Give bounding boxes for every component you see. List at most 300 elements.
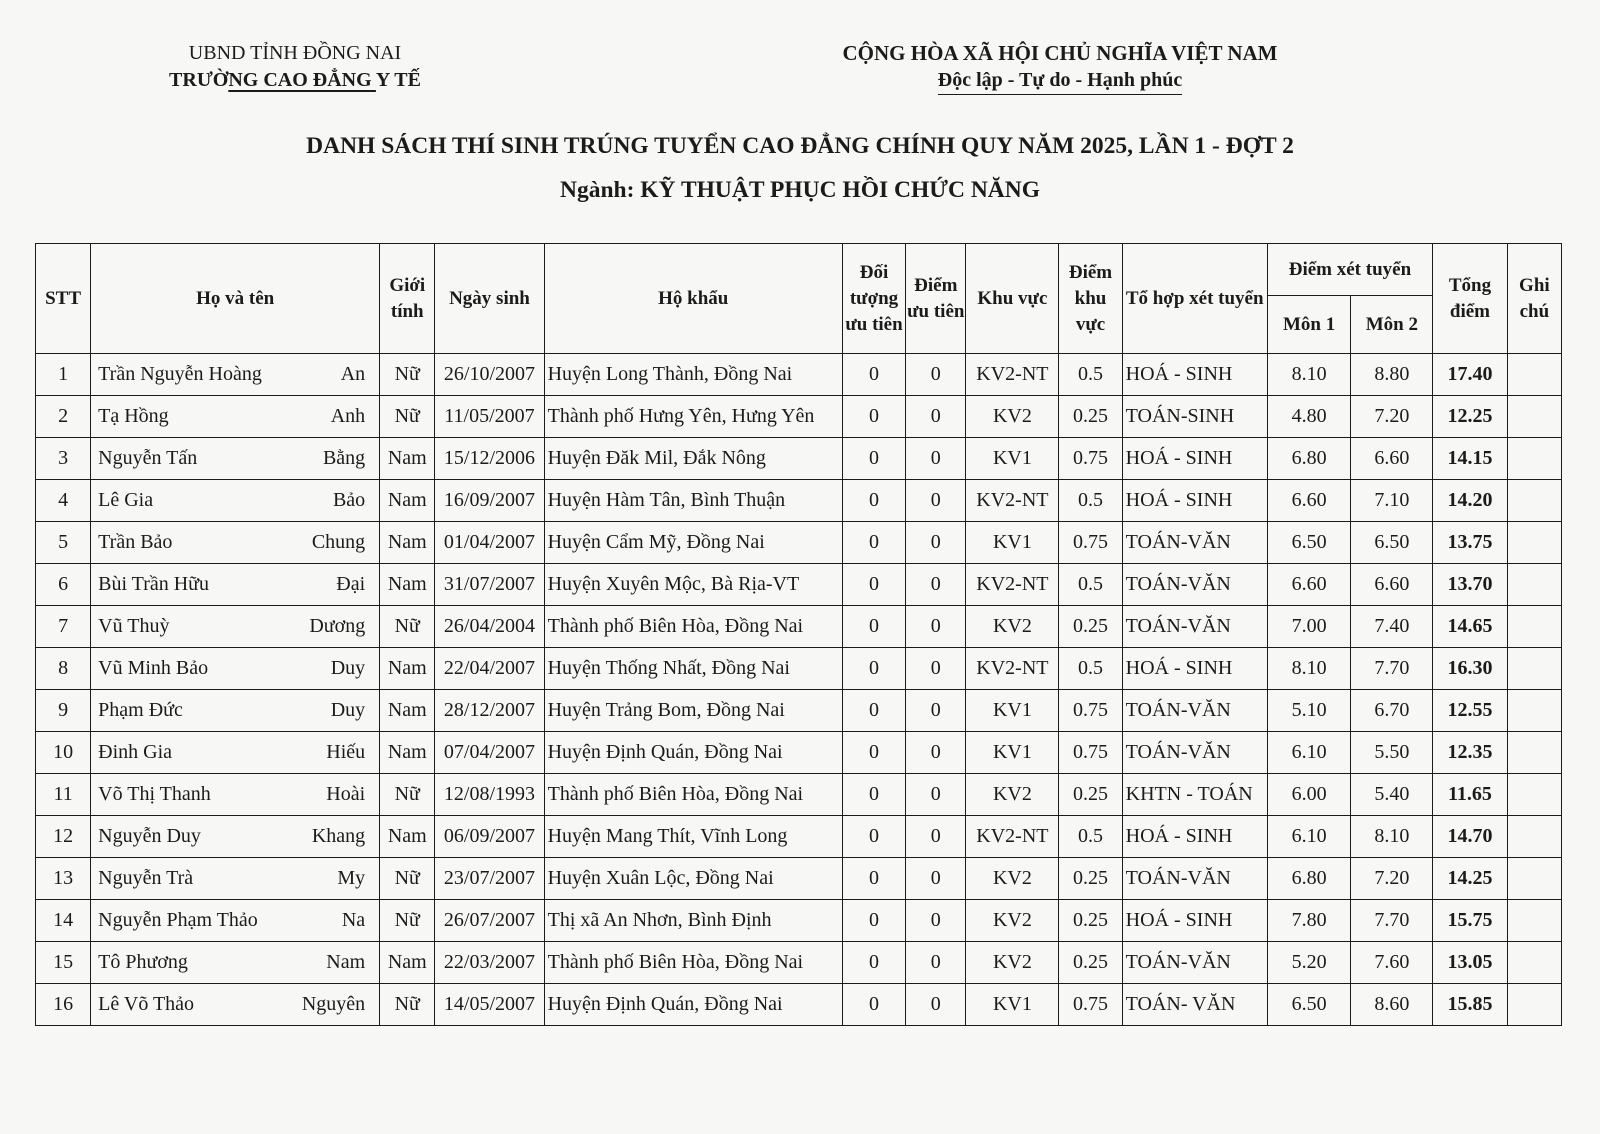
agency-name: UBND TỈNH ĐỒNG NAI [188,42,402,64]
cell-gender: Nam [380,690,435,732]
col-header-subject1: Môn 1 [1267,296,1351,354]
cell-total: 14.65 [1433,606,1508,648]
cell-region-points: 0.5 [1059,564,1122,606]
cell-address: Huyện Đăk Mil, Đắk Nông [544,438,842,480]
cell-priority-points: 0 [906,606,966,648]
cell-priority-group: 0 [842,522,905,564]
cell-subject2: 7.70 [1351,648,1433,690]
cell-address: Huyện Định Quán, Đồng Nai [544,732,842,774]
cell-region-points: 0.75 [1059,732,1122,774]
cell-subject1: 7.00 [1267,606,1351,648]
table-header [36,244,1562,354]
cell-total: 14.70 [1433,816,1508,858]
given-name-text: Chung [311,531,366,553]
cell-name [91,438,380,480]
col-header-priority-group: Đối tượng ưu tiên [842,244,905,354]
cell-name [91,648,380,690]
given-name-text: Bảo [332,489,366,511]
cell-region: KV2 [966,396,1059,438]
table-row [36,522,1562,564]
admission-table [35,243,1562,1026]
cell-priority-group: 0 [842,564,905,606]
surname-text: Trần Nguyễn Hoàng [98,363,262,385]
cell-name [91,354,380,396]
cell-address: Huyện Mang Thít, Vĩnh Long [544,816,842,858]
cell-priority-group: 0 [842,480,905,522]
cell-note [1507,396,1561,438]
cell-region: KV2-NT [966,480,1059,522]
cell-region-points: 0.75 [1059,984,1122,1026]
cell-stt: 12 [36,816,91,858]
cell-name [91,522,380,564]
cell-note [1507,732,1561,774]
given-name-text: An [340,363,366,385]
col-header-region-points: Điểm khu vực [1059,244,1122,354]
cell-address: Huyện Trảng Bom, Đồng Nai [544,690,842,732]
cell-region: KV2-NT [966,816,1059,858]
cell-stt: 6 [36,564,91,606]
cell-priority-points: 0 [906,690,966,732]
cell-region: KV2 [966,858,1059,900]
school-name-underlined: NG CAO ĐẲNG [228,69,376,91]
cell-priority-group: 0 [842,396,905,438]
cell-dob: 23/07/2007 [435,858,544,900]
surname-text: Đinh Gia [98,741,173,763]
cell-address: Huyện Xuyên Mộc, Bà Rịa-VT [544,564,842,606]
national-title: CỘNG HÒA XÃ HỘI CHỦ NGHĨA VIỆT NAM [842,41,1278,65]
cell-priority-points: 0 [906,816,966,858]
cell-priority-points: 0 [906,942,966,984]
cell-dob: 26/10/2007 [435,354,544,396]
cell-priority-group: 0 [842,732,905,774]
surname-text: Phạm Đức [98,699,183,721]
cell-total: 13.05 [1433,942,1508,984]
cell-priority-points: 0 [906,648,966,690]
given-name-text: Anh [330,405,366,427]
cell-dob: 28/12/2007 [435,690,544,732]
cell-total: 13.70 [1433,564,1508,606]
cell-region-points: 0.25 [1059,606,1122,648]
cell-dob: 06/09/2007 [435,816,544,858]
cell-name [91,690,380,732]
col-header-stt: STT [36,244,91,354]
cell-combination: TOÁN-VĂN [1122,564,1267,606]
cell-priority-group: 0 [842,942,905,984]
cell-total: 13.75 [1433,522,1508,564]
cell-priority-group: 0 [842,690,905,732]
cell-subject2: 6.60 [1351,564,1433,606]
cell-note [1507,984,1561,1026]
cell-priority-group: 0 [842,774,905,816]
agency-header [130,40,460,94]
cell-priority-group: 0 [842,900,905,942]
cell-region-points: 0.5 [1059,816,1122,858]
cell-region: KV2 [966,606,1059,648]
cell-region-points: 0.25 [1059,900,1122,942]
cell-subject1: 8.10 [1267,354,1351,396]
cell-subject2: 6.60 [1351,438,1433,480]
national-motto [800,67,1320,94]
cell-combination: HOÁ - SINH [1122,648,1267,690]
cell-subject2: 7.60 [1351,942,1433,984]
cell-address: Thành phố Biên Hòa, Đồng Nai [544,774,842,816]
cell-dob: 12/08/1993 [435,774,544,816]
cell-name [91,396,380,438]
cell-dob: 16/09/2007 [435,480,544,522]
cell-stt: 3 [36,438,91,480]
cell-stt: 7 [36,606,91,648]
cell-combination: HOÁ - SINH [1122,480,1267,522]
cell-region: KV1 [966,522,1059,564]
cell-note [1507,606,1561,648]
col-header-combination: Tổ hợp xét tuyển [1122,244,1267,354]
cell-combination: TOÁN-VĂN [1122,522,1267,564]
cell-priority-points: 0 [906,396,966,438]
given-name-text: Bằng [322,447,366,469]
col-header-region: Khu vực [966,244,1059,354]
cell-region-points: 0.5 [1059,648,1122,690]
cell-stt: 4 [36,480,91,522]
cell-total: 15.85 [1433,984,1508,1026]
cell-address: Huyện Cẩm Mỹ, Đồng Nai [544,522,842,564]
cell-address: Thành phố Biên Hòa, Đồng Nai [544,606,842,648]
table-row [36,564,1562,606]
cell-name [91,732,380,774]
surname-text: Võ Thị Thanh [98,783,211,805]
cell-subject2: 8.80 [1351,354,1433,396]
col-header-address: Hộ khẩu [544,244,842,354]
cell-priority-points: 0 [906,522,966,564]
cell-region-points: 0.25 [1059,858,1122,900]
cell-dob: 01/04/2007 [435,522,544,564]
surname-text: Vũ Minh Bảo [98,657,209,679]
cell-name [91,816,380,858]
surname-text: Lê Gia [98,489,154,511]
given-name-text: Dương [309,615,366,637]
cell-priority-points: 0 [906,438,966,480]
cell-subject1: 8.10 [1267,648,1351,690]
cell-subject2: 7.20 [1351,396,1433,438]
cell-address: Huyện Định Quán, Đồng Nai [544,984,842,1026]
cell-total: 15.75 [1433,900,1508,942]
surname-text: Trần Bảo [98,531,173,553]
cell-combination: TOÁN-VĂN [1122,690,1267,732]
table-row [36,480,1562,522]
col-header-name: Họ và tên [91,244,380,354]
cell-combination: HOÁ - SINH [1122,900,1267,942]
cell-address: Huyện Thống Nhất, Đồng Nai [544,648,842,690]
table-row [36,984,1562,1026]
cell-subject2: 6.70 [1351,690,1433,732]
cell-gender: Nam [380,942,435,984]
given-name-text: Duy [330,699,366,721]
cell-priority-points: 0 [906,900,966,942]
cell-address: Thị xã An Nhơn, Bình Định [544,900,842,942]
cell-stt: 2 [36,396,91,438]
table-row [36,396,1562,438]
cell-subject2: 8.60 [1351,984,1433,1026]
cell-note [1507,774,1561,816]
document-title [0,124,1600,212]
cell-note [1507,900,1561,942]
cell-subject2: 7.20 [1351,858,1433,900]
cell-name [91,984,380,1026]
cell-region: KV2 [966,774,1059,816]
cell-note [1507,690,1561,732]
surname-text: Nguyễn Trà [98,867,194,889]
cell-dob: 11/05/2007 [435,396,544,438]
cell-region: KV2 [966,942,1059,984]
cell-stt: 14 [36,900,91,942]
table-row [36,438,1562,480]
cell-priority-group: 0 [842,354,905,396]
cell-total: 14.15 [1433,438,1508,480]
cell-region-points: 0.25 [1059,774,1122,816]
given-name-text: Hoài [326,783,366,805]
cell-note [1507,438,1561,480]
cell-name [91,858,380,900]
cell-priority-points: 0 [906,480,966,522]
cell-gender: Nam [380,648,435,690]
cell-dob: 15/12/2006 [435,438,544,480]
cell-gender: Nữ [380,984,435,1026]
cell-region: KV2-NT [966,648,1059,690]
table-row [36,774,1562,816]
cell-region-points: 0.75 [1059,438,1122,480]
cell-gender: Nam [380,522,435,564]
cell-name [91,564,380,606]
cell-priority-group: 0 [842,816,905,858]
cell-name [91,942,380,984]
cell-stt: 10 [36,732,91,774]
col-header-total: Tổng điểm [1433,244,1508,354]
cell-subject1: 6.50 [1267,522,1351,564]
cell-subject1: 6.60 [1267,480,1351,522]
cell-region-points: 0.75 [1059,522,1122,564]
cell-name [91,774,380,816]
cell-combination: TOÁN-VĂN [1122,732,1267,774]
school-name [130,67,460,94]
cell-dob: 07/04/2007 [435,732,544,774]
cell-name [91,900,380,942]
cell-subject1: 6.80 [1267,438,1351,480]
cell-stt: 15 [36,942,91,984]
cell-stt: 8 [36,648,91,690]
cell-gender: Nữ [380,774,435,816]
cell-name [91,606,380,648]
cell-priority-points: 0 [906,354,966,396]
col-header-note: Ghi chú [1507,244,1561,354]
cell-region: KV1 [966,438,1059,480]
cell-combination: HOÁ - SINH [1122,816,1267,858]
cell-subject1: 7.80 [1267,900,1351,942]
national-header [800,40,1320,94]
cell-total: 16.30 [1433,648,1508,690]
cell-note [1507,816,1561,858]
cell-gender: Nữ [380,858,435,900]
cell-note [1507,354,1561,396]
cell-dob: 26/07/2007 [435,900,544,942]
cell-gender: Nữ [380,354,435,396]
cell-region: KV2-NT [966,354,1059,396]
cell-address: Thành phố Biên Hòa, Đồng Nai [544,942,842,984]
cell-gender: Nam [380,438,435,480]
table-row [36,606,1562,648]
given-name-text: Đại [336,573,366,595]
table-row [36,648,1562,690]
given-name-text: Duy [330,657,366,679]
cell-subject2: 8.10 [1351,816,1433,858]
col-header-priority-points: Điểm ưu tiên [906,244,966,354]
cell-stt: 9 [36,690,91,732]
cell-subject2: 5.40 [1351,774,1433,816]
col-header-gender: Giới tính [380,244,435,354]
col-header-dob: Ngày sinh [435,244,544,354]
table-row [36,900,1562,942]
cell-dob: 22/03/2007 [435,942,544,984]
cell-region-points: 0.25 [1059,396,1122,438]
table-row [36,942,1562,984]
cell-name [91,480,380,522]
cell-gender: Nam [380,480,435,522]
cell-address: Thành phố Hưng Yên, Hưng Yên [544,396,842,438]
cell-priority-group: 0 [842,438,905,480]
cell-priority-points: 0 [906,984,966,1026]
cell-priority-points: 0 [906,858,966,900]
cell-note [1507,942,1561,984]
given-name-text: Khang [311,825,366,847]
cell-combination: TOÁN-VĂN [1122,942,1267,984]
cell-dob: 31/07/2007 [435,564,544,606]
cell-priority-group: 0 [842,648,905,690]
cell-gender: Nam [380,816,435,858]
cell-priority-group: 0 [842,606,905,648]
school-name-prefix: TRƯỜ [169,69,229,91]
cell-subject1: 4.80 [1267,396,1351,438]
cell-region-points: 0.5 [1059,480,1122,522]
cell-dob: 14/05/2007 [435,984,544,1026]
cell-gender: Nam [380,732,435,774]
cell-stt: 11 [36,774,91,816]
given-name-text: Hiếu [326,741,366,763]
school-name-suffix: Y TẾ [375,69,421,91]
surname-text: Nguyễn Duy [98,825,201,847]
cell-subject1: 6.10 [1267,816,1351,858]
cell-region: KV1 [966,732,1059,774]
cell-gender: Nữ [380,396,435,438]
cell-total: 12.25 [1433,396,1508,438]
cell-gender: Nữ [380,606,435,648]
cell-priority-group: 0 [842,984,905,1026]
cell-total: 14.25 [1433,858,1508,900]
table-row [36,816,1562,858]
surname-text: Vũ Thuỳ [98,615,170,637]
national-motto-text: Độc lập - Tự do - Hạnh phúc [938,69,1182,95]
cell-combination: TOÁN-VĂN [1122,858,1267,900]
cell-address: Huyện Xuân Lộc, Đồng Nai [544,858,842,900]
cell-subject1: 6.10 [1267,732,1351,774]
cell-address: Huyện Hàm Tân, Bình Thuận [544,480,842,522]
cell-region: KV2 [966,900,1059,942]
cell-subject2: 7.10 [1351,480,1433,522]
cell-priority-group: 0 [842,858,905,900]
cell-subject2: 6.50 [1351,522,1433,564]
cell-subject1: 6.60 [1267,564,1351,606]
cell-note [1507,858,1561,900]
cell-priority-points: 0 [906,774,966,816]
cell-note [1507,648,1561,690]
table-row [36,354,1562,396]
cell-region-points: 0.75 [1059,690,1122,732]
cell-gender: Nữ [380,900,435,942]
surname-text: Tô Phương [98,951,188,973]
cell-note [1507,564,1561,606]
cell-subject1: 5.20 [1267,942,1351,984]
surname-text: Nguyễn Phạm Thảo [98,909,258,931]
given-name-text: Nguyên [301,993,366,1015]
cell-combination: TOÁN-SINH [1122,396,1267,438]
cell-total: 12.55 [1433,690,1508,732]
cell-total: 17.40 [1433,354,1508,396]
cell-combination: TOÁN- VĂN [1122,984,1267,1026]
cell-combination: KHTN - TOÁN [1122,774,1267,816]
cell-note [1507,522,1561,564]
cell-subject1: 6.80 [1267,858,1351,900]
cell-stt: 13 [36,858,91,900]
cell-subject2: 5.50 [1351,732,1433,774]
cell-priority-points: 0 [906,564,966,606]
cell-region: KV2-NT [966,564,1059,606]
cell-combination: HOÁ - SINH [1122,354,1267,396]
given-name-text: Na [341,909,366,931]
cell-total: 12.35 [1433,732,1508,774]
cell-note [1507,480,1561,522]
surname-text: Nguyễn Tấn [98,447,198,469]
document-title-line2: Ngành: KỸ THUẬT PHỤC HỒI CHỨC NĂNG [559,177,1041,203]
cell-subject1: 5.10 [1267,690,1351,732]
cell-total: 11.65 [1433,774,1508,816]
cell-combination: HOÁ - SINH [1122,438,1267,480]
cell-region-points: 0.5 [1059,354,1122,396]
cell-subject1: 6.50 [1267,984,1351,1026]
surname-text: Bùi Trần Hữu [98,573,210,595]
cell-region: KV1 [966,690,1059,732]
table-body [36,354,1562,1026]
col-header-subject2: Môn 2 [1351,296,1433,354]
cell-subject2: 7.40 [1351,606,1433,648]
cell-dob: 26/04/2004 [435,606,544,648]
cell-subject2: 7.70 [1351,900,1433,942]
given-name-text: My [337,867,366,889]
cell-address: Huyện Long Thành, Đồng Nai [544,354,842,396]
cell-gender: Nam [380,564,435,606]
document-title-line1: DANH SÁCH THÍ SINH TRÚNG TUYỂN CAO ĐẲNG CHÍNH QUY NĂM 2025, LẦN 1 - ĐỢT 2 [306,133,1294,159]
given-name-text: Nam [326,951,366,973]
surname-text: Tạ Hồng [98,405,169,427]
cell-combination: TOÁN-VĂN [1122,606,1267,648]
cell-subject1: 6.00 [1267,774,1351,816]
table-row [36,732,1562,774]
table-row [36,858,1562,900]
cell-dob: 22/04/2007 [435,648,544,690]
cell-total: 14.20 [1433,480,1508,522]
cell-region-points: 0.25 [1059,942,1122,984]
surname-text: Lê Võ Thảo [98,993,195,1015]
cell-stt: 16 [36,984,91,1026]
cell-stt: 5 [36,522,91,564]
cell-region: KV1 [966,984,1059,1026]
table-row [36,690,1562,732]
